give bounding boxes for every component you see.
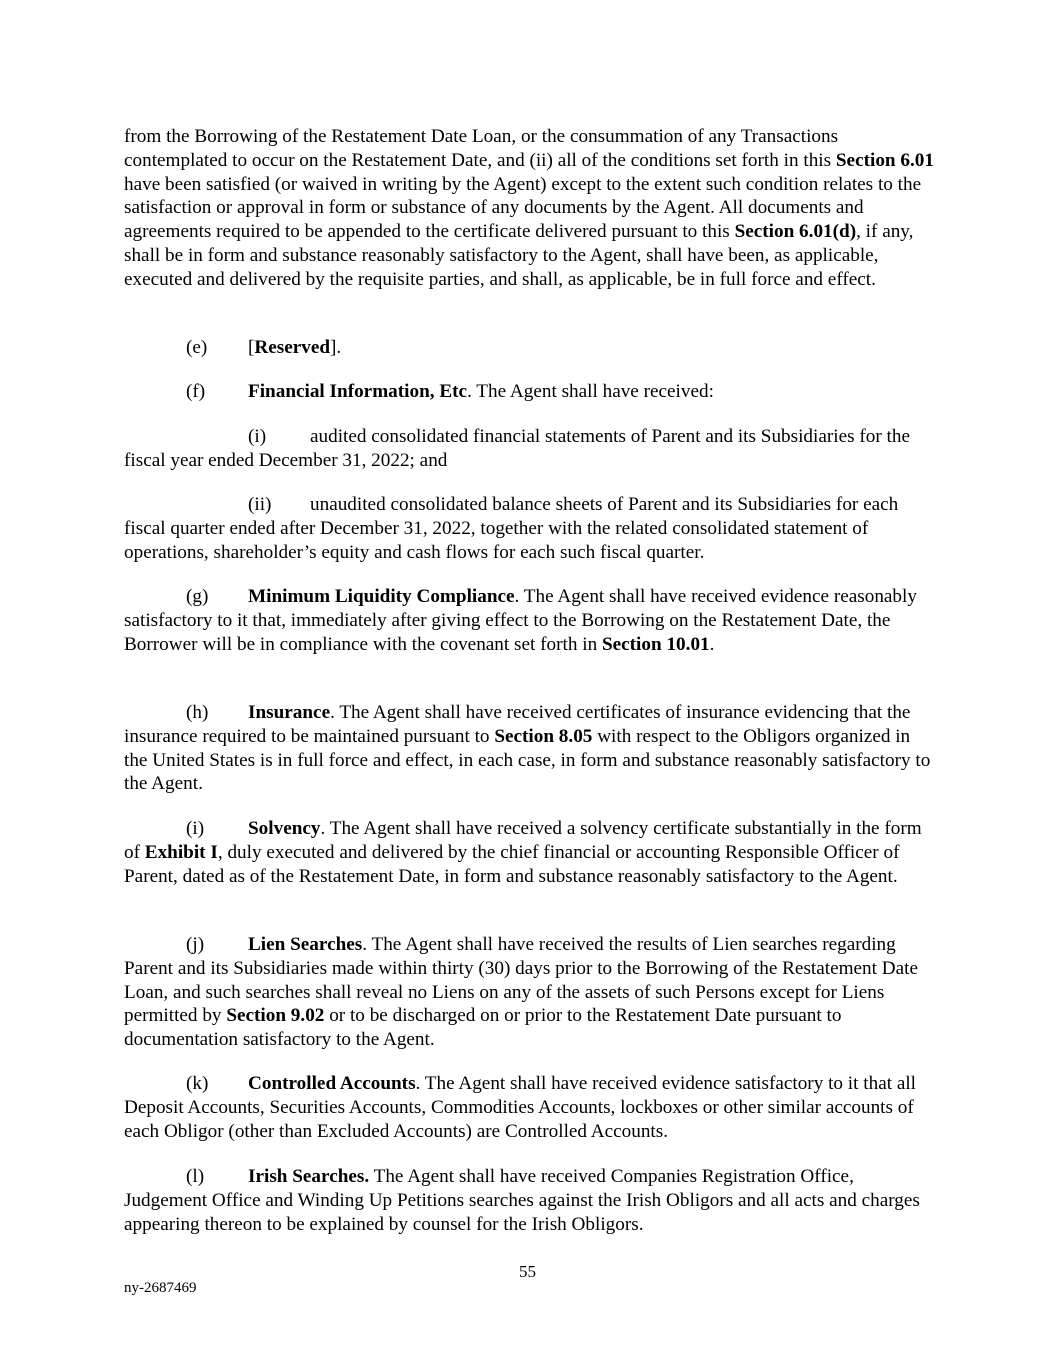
exhibit-ref: Exhibit I xyxy=(144,841,218,863)
subclause-label: (ii) xyxy=(248,494,272,515)
clause-label: (h) xyxy=(186,702,209,723)
clause-l: (l) Irish Searches. The Agent shall have received Companies Registration Office, Judgement Office and Winding Up Petitions searches against the Irish Obligors and all acts and charges appearing thereon to be explained by counsel for the Irish Obligors. xyxy=(124,1166,920,1235)
clause-label: (l) xyxy=(186,1166,205,1187)
clause-label: (e) xyxy=(186,337,208,358)
paragraph-continuation: from the Borrowing of the Restatement Date Loan, or the consummation of any Transactions contemplated to occur on the Restatement Date, and (ii) all of the conditions set forth in this Section 6.01 have been satisfied (or waived in writing by the Agent) except to the extent such condition relates to the satisfaction or approval in form or substance of any documents by the Agent. All documents and agreements required to be appended to the certificate delivered pursuant to this Section 6.01(d), if any, shall be in form and substance reasonably satisfactory to the Agent, shall have been, as applicable, executed and delivered by the requisite parties, and shall, as applicable, be in full force and effect. xyxy=(124,126,934,290)
clause-e: (e) [Reserved]. xyxy=(186,337,342,358)
document-id: ny-2687469 xyxy=(124,1280,197,1296)
clause-heading: Solvency xyxy=(248,818,321,839)
clause-heading: Financial Information, Etc xyxy=(248,381,468,402)
section-ref: Section 9.02 xyxy=(226,1005,325,1027)
subclause-f-ii: (ii) unaudited consolidated balance sheets of Parent and its Subsidiaries for each fiscal quarter ended after December 31, 2022, together with the related consolidated statement of operations, shareholder’s equity and cash flows for each such fiscal quarter. xyxy=(124,494,899,563)
clause-label: (g) xyxy=(186,586,209,607)
clause-label: (k) xyxy=(186,1073,209,1094)
clause-label: (j) xyxy=(186,934,205,955)
clause-heading: Irish Searches. xyxy=(248,1166,370,1187)
clause-label: (i) xyxy=(186,818,205,839)
clause-heading: Reserved xyxy=(254,337,331,358)
clause-label: (f) xyxy=(186,381,206,402)
clause-i: (i) Solvency. The Agent shall have received a solvency certificate substantially in the form of Exhibit I, duly executed and delivered by the chief financial or accounting Responsible Officer of Parent, dated as of the Restatement Date, in form and substance reasonably satisfactory to the Agent. xyxy=(124,818,922,887)
clause-heading: Lien Searches xyxy=(248,934,363,955)
section-ref: Section 6.01(d) xyxy=(734,221,857,243)
clause-heading: Insurance xyxy=(248,702,331,723)
clause-f: (f) Financial Information, Etc. The Agent shall have received: xyxy=(186,381,714,402)
clause-k: (k) Controlled Accounts. The Agent shall have received evidence satisfactory to it that all Deposit Accounts, Securities Accounts, Commodities Accounts, lockboxes or other similar accounts of each Obligor (other than Excluded Accounts) are Controlled Accounts. xyxy=(124,1073,917,1142)
clause-heading: Controlled Accounts xyxy=(248,1073,416,1094)
clause-j: (j) Lien Searches. The Agent shall have received the results of Lien searches regarding Parent and its Subsidiaries made within thirty (30) days prior to the Borrowing of the Restatement Date Loan, and such searches shall reveal no Liens on any of the assets of such Persons except for Liens permitted by Section 9.02 or to be discharged on or prior to the Restatement Date pursuant to documentation satisfactory to the Agent. xyxy=(124,934,918,1051)
section-ref: Section 8.05 xyxy=(494,725,593,747)
section-ref: Section 6.01 xyxy=(835,149,934,171)
page-number: 55 xyxy=(519,1262,536,1281)
clause-g: (g) Minimum Liquidity Compliance. The Agent shall have received evidence reasonably satisfactory to it that, immediately after giving effect to the Borrowing on the Restatement Date, the Borrower will be in compliance with the covenant set forth in Section 10.01. xyxy=(124,586,917,655)
subclause-label: (i) xyxy=(248,426,267,447)
subclause-f-i: (i) audited consolidated financial statements of Parent and its Subsidiaries for the fiscal year ended December 31, 2022; and xyxy=(124,426,910,471)
section-ref: Section 10.01 xyxy=(601,633,710,655)
clause-heading: Minimum Liquidity Compliance xyxy=(248,586,515,607)
clause-h: (h) Insurance. The Agent shall have received certificates of insurance evidencing that the insurance required to be maintained pursuant to Section 8.05 with respect to the Obligors organized in the United States is in full force and effect, in each case, in form and substance reasonably satisfactory to the Agent. xyxy=(124,702,931,795)
